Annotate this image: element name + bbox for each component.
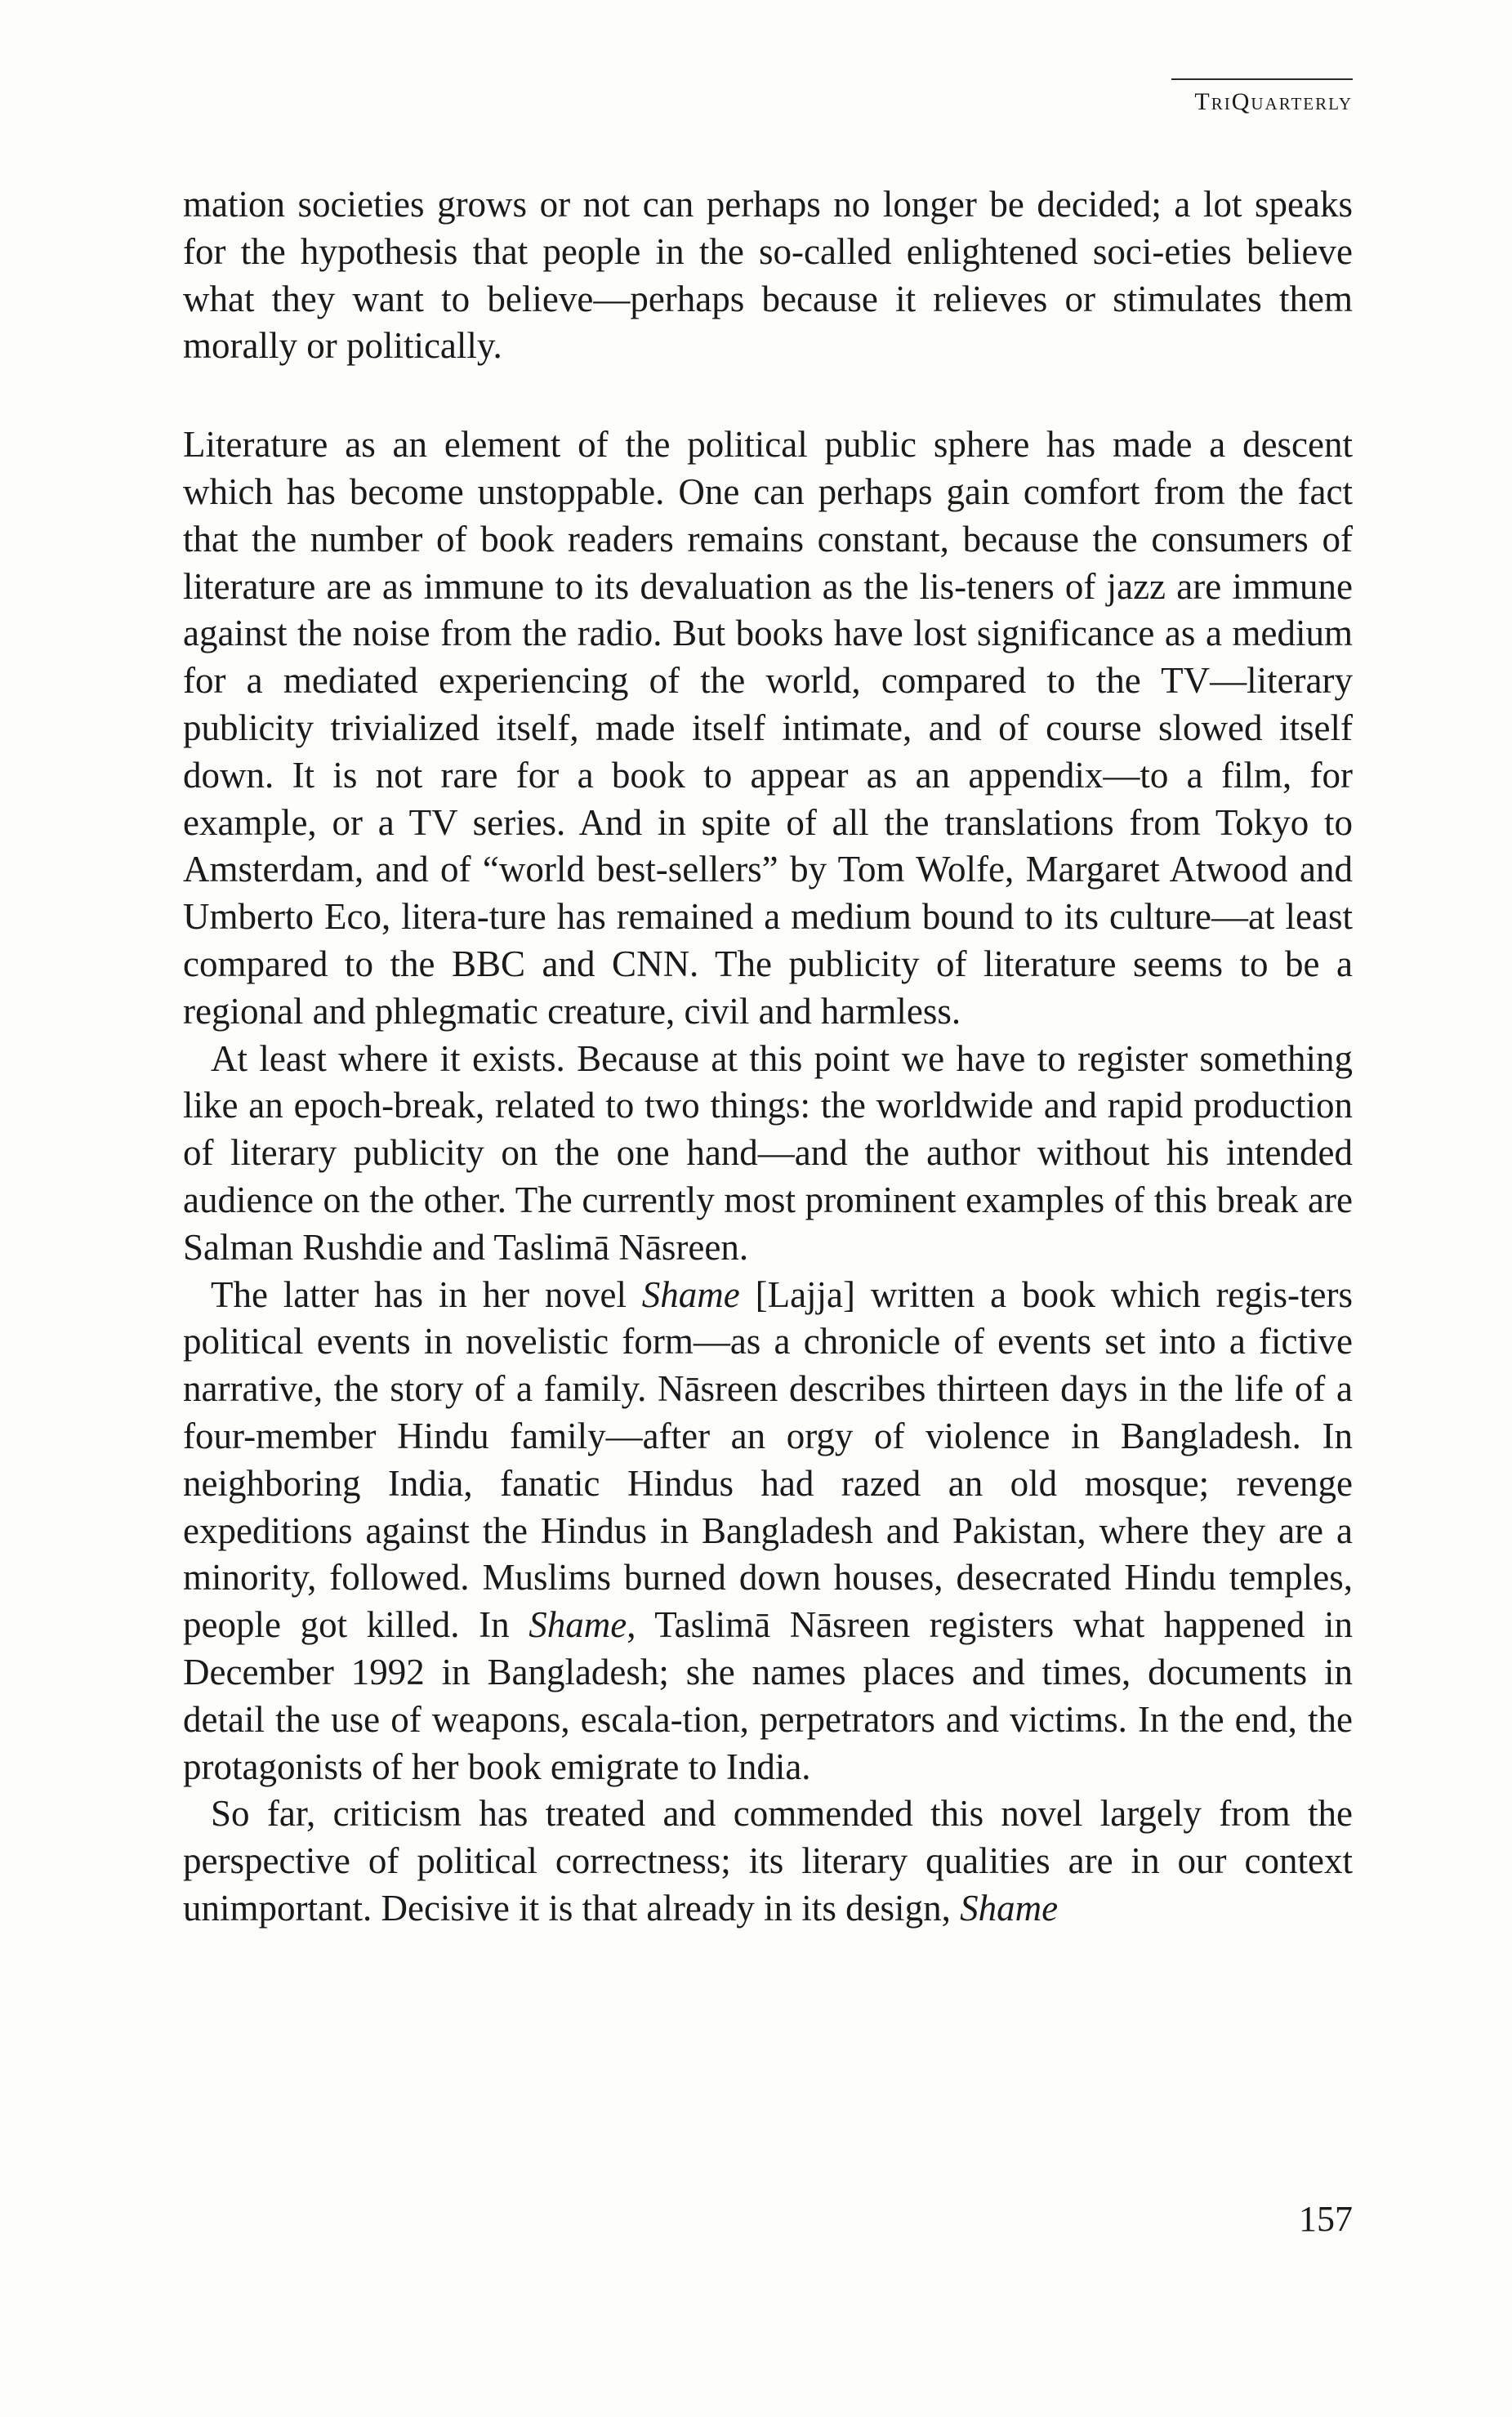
running-header: [1165, 78, 1353, 116]
page-number: 157: [1299, 2199, 1353, 2239]
paragraph-5: [183, 1790, 1353, 1932]
body-text: [183, 181, 1353, 1933]
book-title-lajja: [Lajja]: [755, 1273, 856, 1315]
paragraph-4-middle: written a book which regis-ters political events in novelistic form—as a chronicle of events set into a fictive narrative, the story of a family. Nāsreen describes thirteen days in the life of a four-member Hindu family—after an orgy of violence in Bangladesh. In neighboring India, fanatic Hindus had razed an old mosque; revenge expeditions against the Hindus in Bangladesh and Pakistan, where they are a minority, followed. Muslims burned down houses, desecrated Hindu temples, people got killed. In: [183, 1273, 1354, 1646]
paragraph-4: [183, 1272, 1353, 1791]
book-title-shame-3: Shame: [960, 1887, 1059, 1929]
paragraph-4-lead: The latter has in her novel: [211, 1273, 642, 1315]
paragraph-5-text: So far, criticism has treated and commended this novel largely from the perspective of political correctness; its literary qualities are in our context unimportant. Decisive it is that already in its design,: [183, 1793, 1353, 1929]
header-rule: [1171, 78, 1353, 80]
book-title-shame: Shame: [641, 1273, 740, 1315]
paragraph-1: mation societies grows or not can perhaps no longer be decided; a lot speaks for the hypothesis that people in the so-called enlightened soci-eties believe what they want to believe—perhaps because it relieves or stimulates them morally or politically.: [183, 184, 1353, 367]
paragraph-3: At least where it exists. Because at this point we have to register something like an epoch-break, related to two things: the worldwide and rapid production of literary publicity on the one hand—and the author without his intended audience on the other. The currently most prominent examples of this break are Salman Rushdie and Taslimā Nāsreen.: [183, 1037, 1353, 1268]
book-title-shame-2: Shame: [529, 1604, 627, 1646]
paragraph-4-end: , Taslimā Nāsreen registers what happened in December 1992 in Bangladesh; she names places and times, documents in detail the use of weapons, escala-tion, perpetrators and victims. In the end, the protagonists of her book emigrate to India.: [183, 1604, 1353, 1787]
journal-title: TriQuarterly: [1194, 88, 1353, 115]
paragraph-2: Literature as an element of the political public sphere has made a descent which has become unstoppable. One can perhaps gain comfort from the fact that the number of book readers remains constant, because the consumers of literature are as immune to its devaluation as the lis-teners of jazz are immune against the noise from the radio. But books have lost significance as a medium for a mediated experiencing of the world, compared to the TV—literary publicity trivialized itself, made itself intimate, and of course slowed itself down. It is not rare for a book to appear as an appendix—to a film, for example, or a TV series. And in spite of all the translations from Tokyo to Amsterdam, and of “world best-sellers” by Tom Wolfe, Margaret Atwood and Umberto Eco, litera-ture has remained a medium bound to its culture—at least compared to the BBC and CNN. The publicity of literature seems to be a regional and phlegmatic creature, civil and harmless.: [183, 424, 1353, 1032]
